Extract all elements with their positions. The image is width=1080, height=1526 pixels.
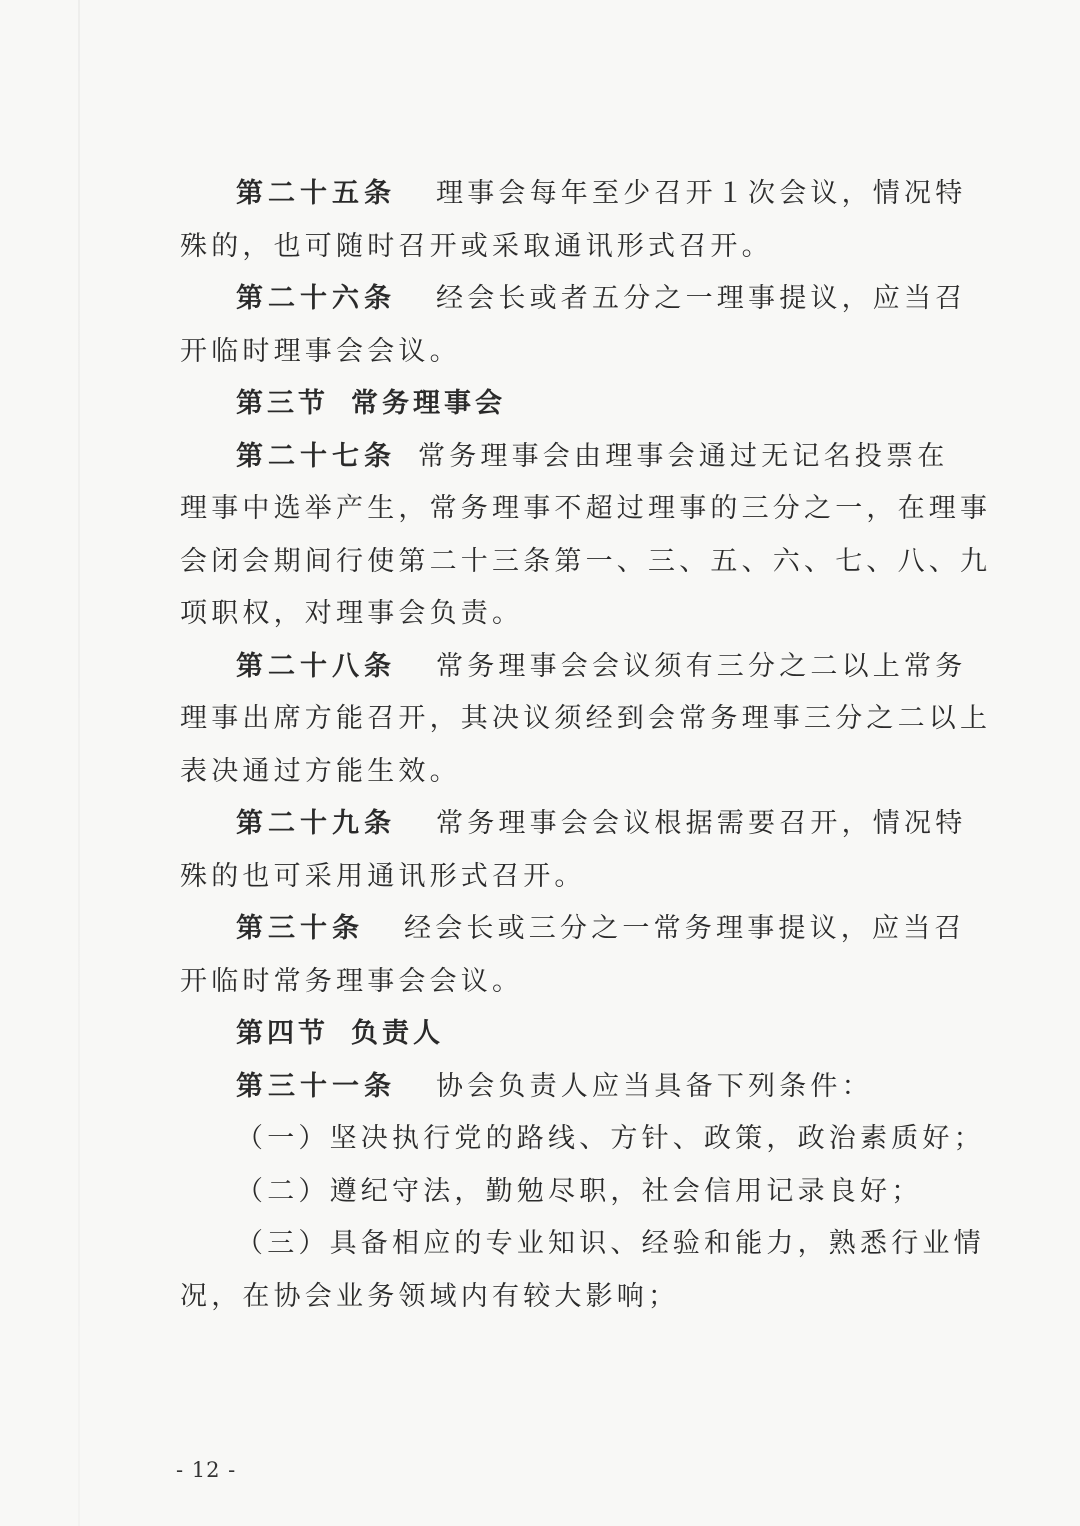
article-31-line-1 bbox=[180, 1061, 910, 1114]
article-30-text: 经会长或三分之一常务理事提议，应当召 bbox=[404, 913, 966, 944]
article-27-line-2: 理事中选举产生，常务理事不超过理事的三分之一，在理事 bbox=[180, 493, 992, 524]
article-29-title: 第二十九条 bbox=[236, 808, 396, 839]
article-28-line-3: 表决通过方能生效。 bbox=[180, 755, 461, 787]
article-29-text: 常务理事会会议根据需要召开，情况特 bbox=[436, 808, 967, 839]
document-body bbox=[180, 168, 992, 1323]
section-3-heading bbox=[180, 378, 910, 431]
article-30-line-2: 开临时常务理事会会议。 bbox=[180, 965, 524, 997]
article-28-line-2: 理事出席方能召开，其决议须经到会常务理事三分之二以上 bbox=[180, 703, 992, 734]
article-26-title: 第二十六条 bbox=[236, 283, 396, 314]
article-31-text: 协会负责人应当具备下列条件： bbox=[436, 1070, 873, 1102]
article-25-line-1 bbox=[180, 168, 967, 221]
section-4-name: 负责人 bbox=[351, 1018, 444, 1049]
article-27-line-1 bbox=[180, 431, 949, 484]
article-25-text: 理事会每年至少召开１次会议，情况特 bbox=[436, 178, 967, 209]
article-29-line-2: 殊的也可采用通讯形式召开。 bbox=[180, 860, 586, 892]
article-31-title: 第三十一条 bbox=[236, 1070, 396, 1102]
article-26-line-1 bbox=[180, 273, 967, 326]
article-26-line-2: 开临时理事会会议。 bbox=[180, 335, 461, 367]
article-29-line-1 bbox=[180, 798, 967, 851]
article-27-line-4: 项职权，对理事会负责。 bbox=[180, 598, 524, 629]
article-27-title: 第二十七条 bbox=[236, 440, 396, 472]
section-4-heading bbox=[180, 1008, 910, 1061]
page-number: - 12 - bbox=[176, 1458, 237, 1482]
section-3-name: 常务理事会 bbox=[351, 388, 506, 419]
article-25-title: 第二十五条 bbox=[236, 178, 396, 209]
scan-edge-shadow bbox=[78, 0, 80, 1526]
article-26-text: 经会长或者五分之一理事提议，应当召 bbox=[436, 283, 967, 314]
section-4-label: 第四节 bbox=[236, 1018, 329, 1049]
article-28-title: 第二十八条 bbox=[236, 650, 396, 682]
section-3-label: 第三节 bbox=[236, 388, 329, 419]
article-31-item-2: （二）遵纪守法，勤勉尽职，社会信用记录良好； bbox=[236, 1175, 923, 1207]
article-28-line-1 bbox=[180, 641, 967, 694]
article-30-line-1 bbox=[180, 903, 966, 956]
article-25-line-2: 殊的，也可随时召开或采取通讯形式召开。 bbox=[180, 230, 773, 262]
article-28-text: 常务理事会会议须有三分之二以上常务 bbox=[436, 650, 967, 682]
article-31-item-3-line-2: 况，在协会业务领域内有较大影响； bbox=[180, 1280, 680, 1312]
article-30-title: 第三十条 bbox=[236, 913, 364, 944]
article-31-item-1: （一）坚决执行党的路线、方针、政策，政治素质好； bbox=[236, 1123, 985, 1154]
article-27-text: 常务理事会由理事会通过无记名投票在 bbox=[418, 440, 949, 472]
article-31-item-3-line-1: （三）具备相应的专业知识、经验和能力，熟悉行业情 bbox=[236, 1228, 985, 1259]
article-27-line-3: 会闭会期间行使第二十三条第一、三、五、六、七、八、九 bbox=[180, 545, 992, 577]
